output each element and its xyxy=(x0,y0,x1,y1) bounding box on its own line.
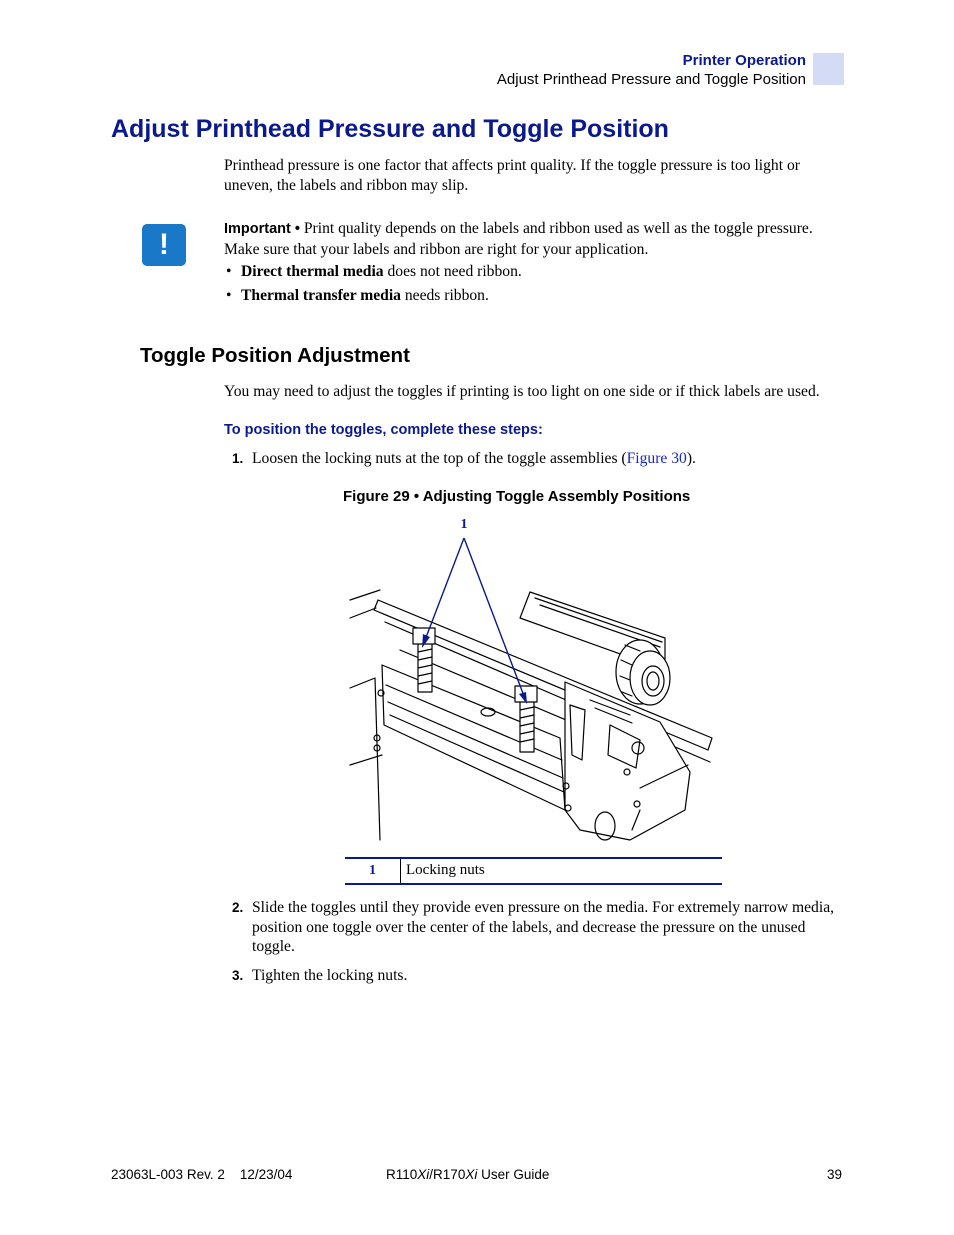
footer-guide-part: User Guide xyxy=(477,1167,550,1182)
header-page-title: Adjust Printhead Pressure and Toggle Position xyxy=(496,71,806,88)
bullet-dot: • xyxy=(226,287,232,304)
footer-guide-part: /R170 xyxy=(429,1167,466,1182)
footer-guide-part: Xi xyxy=(465,1167,478,1182)
roller-knob xyxy=(616,640,670,705)
step-item xyxy=(232,966,844,986)
body-paragraph: You may need to adjust the toggles if printing is too light on one side or if thick labels are used. xyxy=(224,383,820,400)
step-item xyxy=(232,898,844,957)
header-section: Printer Operation xyxy=(682,52,806,69)
bullet-bold: Thermal transfer media xyxy=(241,287,401,304)
callout-leaders xyxy=(425,538,524,696)
step-number: 2. xyxy=(232,900,244,915)
figure-legend-table xyxy=(345,857,722,885)
page-number: 39 xyxy=(826,1167,842,1182)
step-item xyxy=(232,449,844,469)
toggle-assembly-illustration xyxy=(340,510,730,850)
header-tab-marker xyxy=(813,53,844,85)
step-number: 3. xyxy=(232,968,244,983)
bullet-rest: needs ribbon. xyxy=(400,287,489,304)
intro-paragraph: Printhead pressure is one factor that affects print quality. If the toggle pressure is too light or uneven, the labels and ribbon may slip. xyxy=(224,157,800,194)
footer-doc-info: 23063L-003 Rev. 2 12/23/04 xyxy=(111,1167,293,1182)
figure-caption: Figure 29 • Adjusting Toggle Assembly Positions xyxy=(343,488,691,505)
figure-link[interactable]: Figure 30 xyxy=(626,450,687,467)
important-note xyxy=(224,219,846,259)
list-item xyxy=(226,262,522,282)
step-text-end: ). xyxy=(686,450,696,467)
important-icon-glyph: ! xyxy=(159,228,169,261)
legend-number: 1 xyxy=(345,859,401,883)
footer-guide-part: R110 xyxy=(386,1167,418,1182)
step-text: Loosen the locking nuts at the top of the toggle assemblies ( xyxy=(252,450,627,467)
important-body: Print quality depends on the labels and ribbon used as well as the toggle pressure. Make sure that your labels and ribbon are right for your application. xyxy=(224,220,813,258)
bullet-bold: Direct thermal media xyxy=(241,263,384,280)
section-heading: Toggle Position Adjustment xyxy=(140,344,410,367)
step-text: Slide the toggles until they provide even pressure on the media. For extremely narrow media, position one toggle over the center of the labels, and decrease the pressure on the unused toggle. xyxy=(252,899,835,956)
legend-description: Locking nuts xyxy=(406,862,485,878)
footer-guide-title xyxy=(386,1167,549,1182)
step-text: Tighten the locking nuts. xyxy=(252,967,408,984)
steps-heading: To position the toggles, complete these steps: xyxy=(224,422,543,438)
footer-guide-part: Xi xyxy=(417,1167,430,1182)
bullet-dot: • xyxy=(226,263,232,280)
step-number: 1. xyxy=(232,451,244,466)
important-icon xyxy=(142,224,186,266)
page-title: Adjust Printhead Pressure and Toggle Position xyxy=(111,115,669,143)
bullet-rest: does not need ribbon. xyxy=(383,263,522,280)
important-label: Important • xyxy=(224,221,300,237)
callout-number: 1 xyxy=(460,517,468,532)
list-item xyxy=(226,286,489,306)
